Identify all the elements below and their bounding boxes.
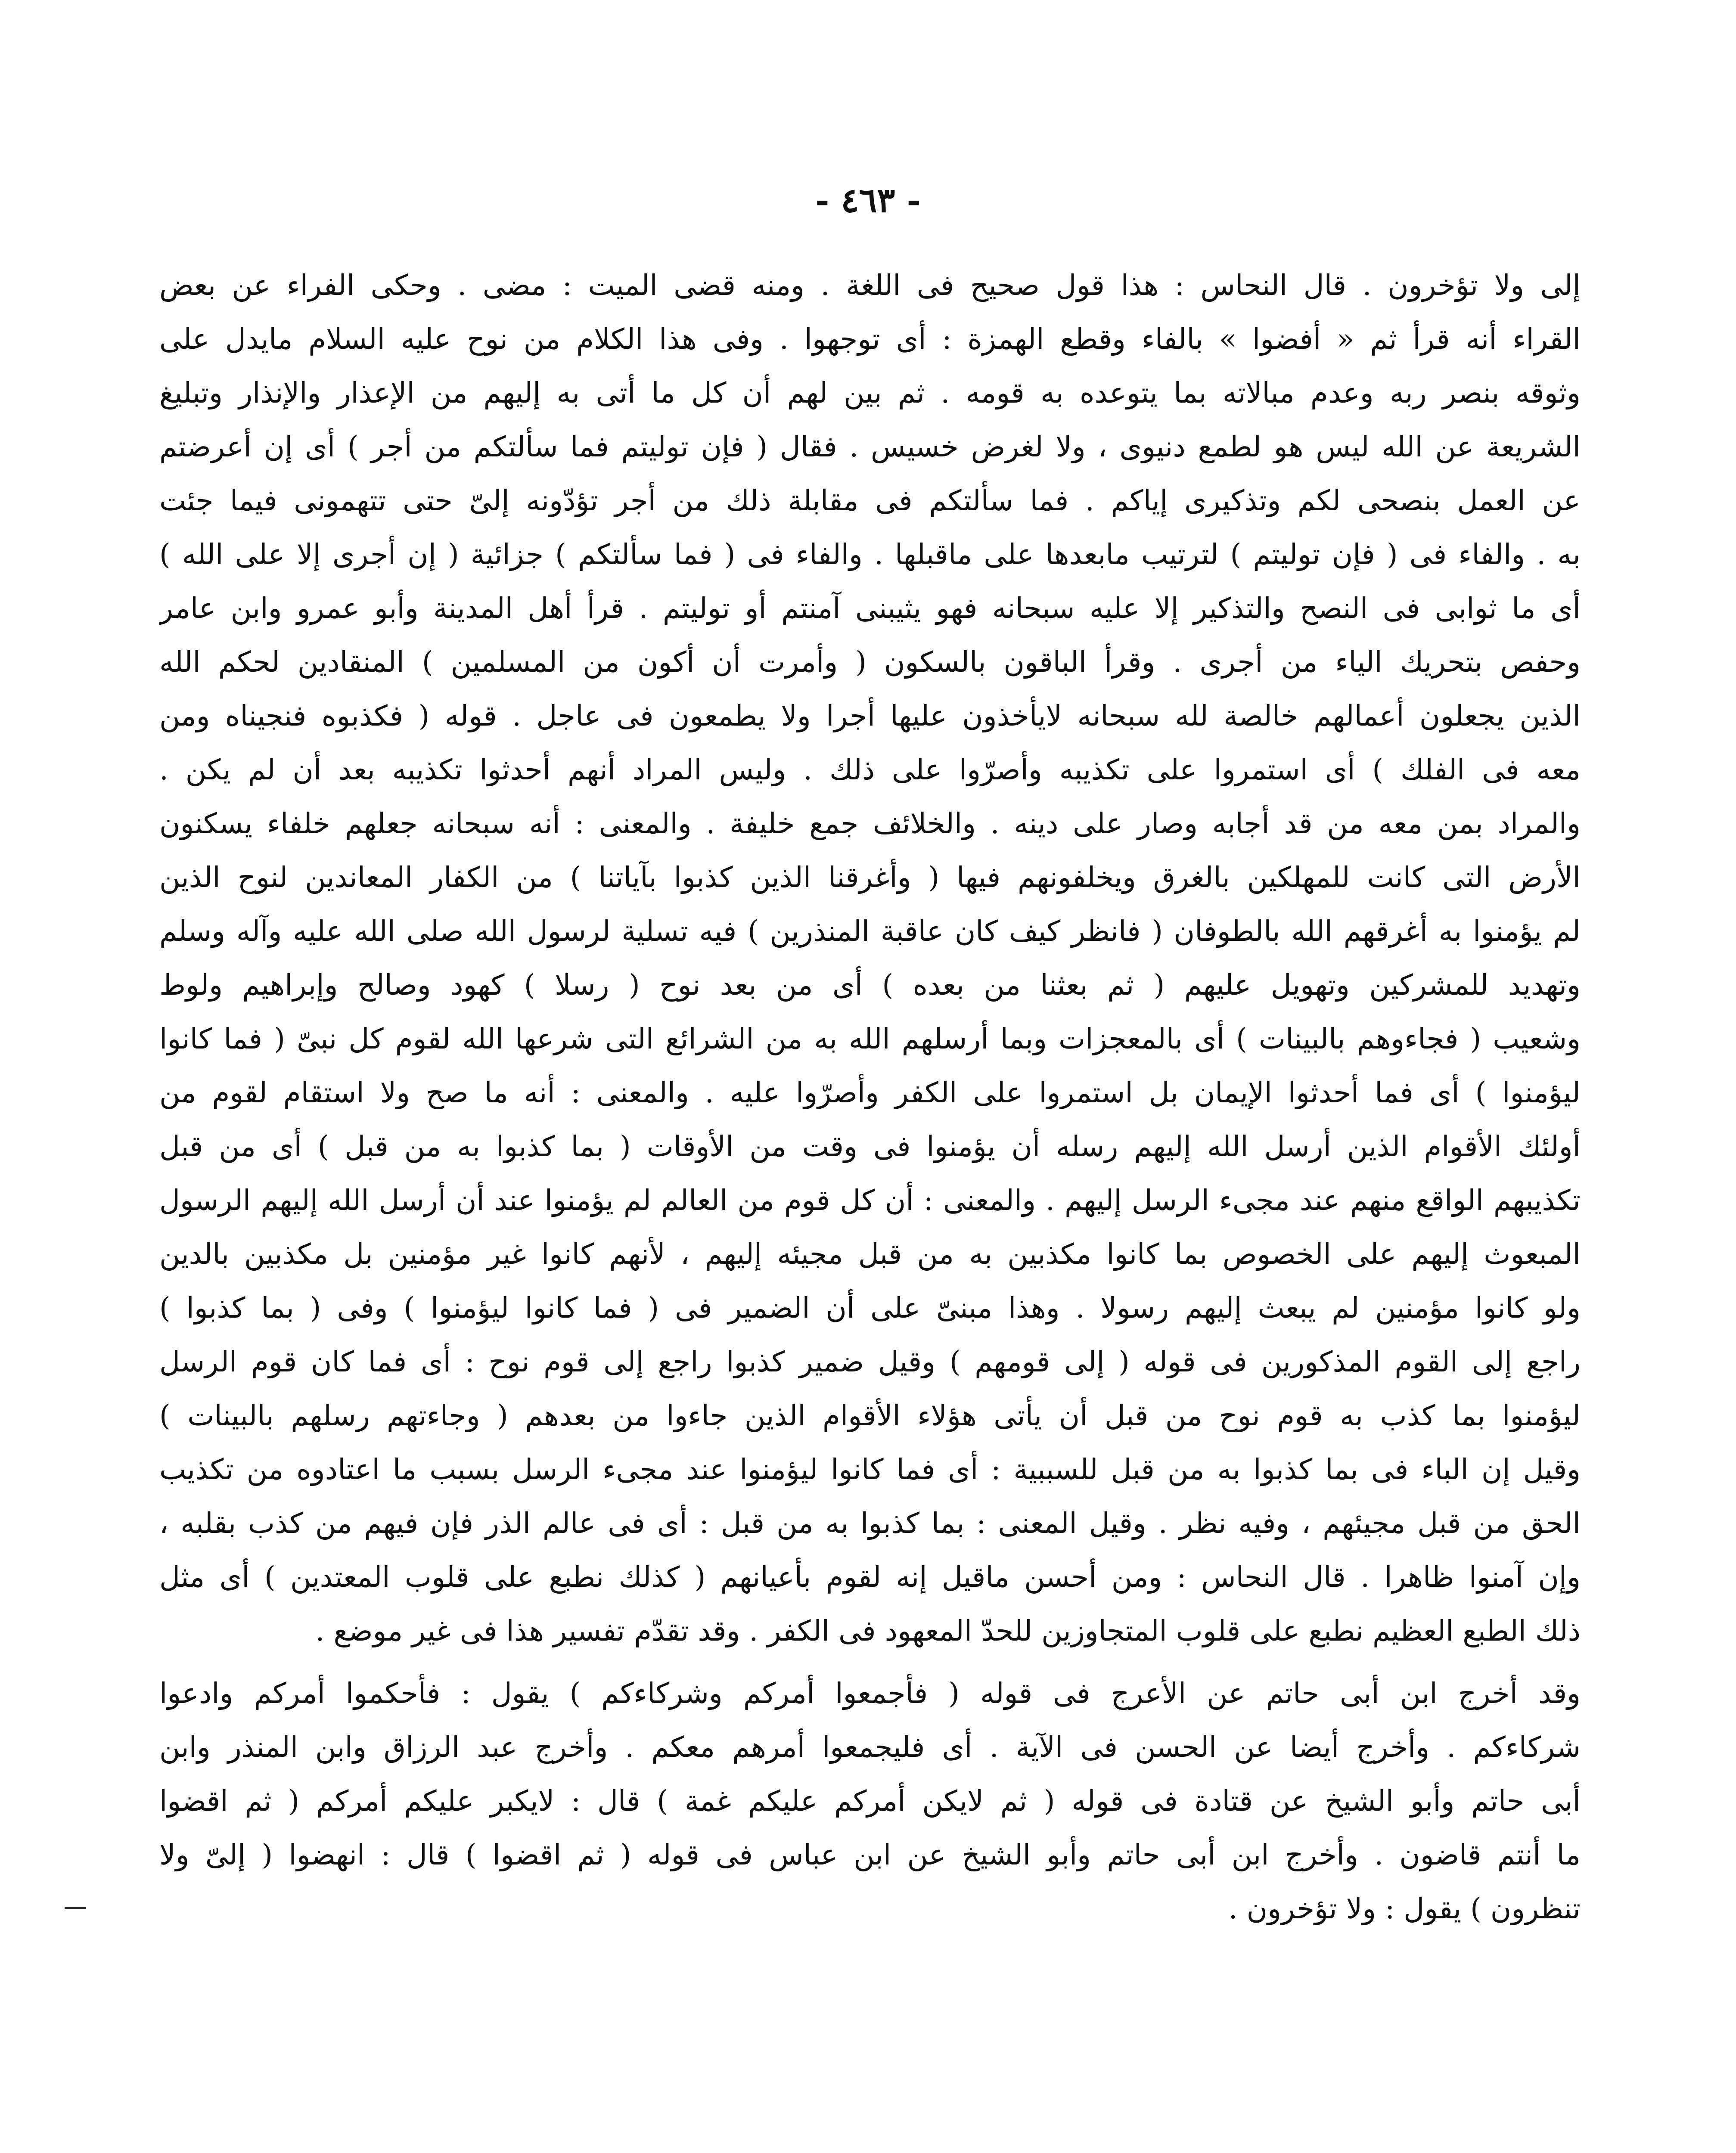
text-line: الأرض التى كانت للمهلكين بالغرق ويخلفونهم فيها ( وأغرقنا الذين كذبوا بآياتنا ) من الكفار المعاندين لنوح الذين bbox=[159, 861, 1581, 894]
text-line: أى ما ثوابى فى النصح والتذكير إلا عليه سبحانه فهو يثيبنى آمنتم أو توليتم . قرأ أهل المدينة وأبو عمرو وابن عامر bbox=[159, 592, 1581, 625]
text-line: إلى ولا تؤخرون . قال النحاس : هذا قول صحيح فى اللغة . ومنه قضى الميت : مضى . وحكى الفراء عن بعض bbox=[159, 269, 1581, 302]
text-line: الحق من قبل مجيئهم ، وفيه نظر . وقيل المعنى : بما كذبوا به من قبل : أى فى عالم الذر فإن فيهم من كذب بقلبه ، bbox=[159, 1507, 1581, 1540]
text-line: شركاءكم . وأخرج أيضا عن الحسن فى الآية . أى فليجمعوا أمرهم معكم . وأخرج عبد الرزاق وابن المنذر وابن bbox=[159, 1731, 1581, 1764]
text-line: وحفص بتحريك الياء من أجرى . وقرأ الباقون بالسكون ( وأمرت أن أكون من المسلمين ) المنقادين لحكم الله bbox=[159, 645, 1581, 679]
text-line: ما أنتم قاضون . وأخرج ابن أبى حاتم وأبو الشيخ عن ابن عباس فى قوله ( ثم اقضوا ) قال : انهضوا ( إلىّ ولا bbox=[159, 1838, 1581, 1871]
text-line: أبى حاتم وأبو الشيخ عن قتادة فى قوله ( ثم لايكن أمركم عليكم غمة ) قال : لايكبر عليكم أمركم ( ثم اقضوا bbox=[159, 1784, 1581, 1818]
text-line: وقيل إن الباء فى بما كذبوا به من قبل للسببية : أى فما كانوا ليؤمنوا عند مجىء الرسل بسبب ما اعتادوه من تكذيب bbox=[159, 1453, 1581, 1486]
text-line: معه فى الفلك ) أى استمروا على تكذيبه وأصرّوا على ذلك . وليس المراد أنهم أحدثوا تكذيبه بعد أن لم يكن . bbox=[159, 753, 1581, 786]
text-line: به . والفاء فى ( فإن توليتم ) لترتيب مابعدها على ماقبلها . والفاء فى ( فما سألتكم ) جزائية ( إن أجرى إلا على الله ) bbox=[159, 538, 1581, 571]
page-number: - ٤٦٣ - bbox=[815, 181, 921, 220]
text-line: راجع إلى القوم المذكورين فى قوله ( إلى قومهم ) وقيل ضمير كذبوا راجع إلى قوم نوح : أى فما كان قوم الرسل bbox=[159, 1345, 1581, 1378]
margin-mark bbox=[65, 1907, 86, 1909]
text-line: ولو كانوا مؤمنين لم يبعث إليهم رسولا . وهذا مبنىّ على أن الضمير فى ( فما كانوا ليؤمنوا ) وفى ( بما كذبوا ) bbox=[159, 1291, 1581, 1325]
text-line: القراء أنه قرأ ثم « أفضوا » بالفاء وقطع الهمزة : أى توجهوا . وفى هذا الكلام من نوح عليه السلام مايدل على bbox=[159, 323, 1581, 356]
text-line: أولئك الأقوام الذين أرسل الله إليهم رسله أن يؤمنوا فى وقت من الأوقات ( بما كذبوا به من قبل ) أى من قبل bbox=[159, 1130, 1581, 1163]
text-line: ذلك الطبع العظيم نطبع على قلوب المتجاوزين للحدّ المعهود فى الكفر . وقد تقدّم تفسير هذا فى غير موضع . bbox=[315, 1614, 1581, 1647]
text-line: وثوقه بنصر ربه وعدم مبالاته بما يتوعده به قومه . ثم بين لهم أن كل ما أتى به إليهم من الإعذار والإنذار وتبليغ bbox=[159, 376, 1581, 410]
paragraph bbox=[159, 258, 1581, 1658]
text-line: وتهديد للمشركين وتهويل عليهم ( ثم بعثنا من بعده ) أى من بعد نوح ( رسلا ) كهود وصالح وإبراهيم ولوط bbox=[159, 968, 1581, 1002]
text-line: الذين يجعلون أعمالهم خالصة لله سبحانه لايأخذون عليها أجرا ولا يطمعون فى عاجل . قوله ( فكذبوه فنجيناه ومن bbox=[159, 699, 1581, 732]
text-line: تنظرون ) يقول : ولا تؤخرون . bbox=[1228, 1892, 1581, 1925]
text-line: والمراد بمن معه من قد أجابه وصار على دينه . والخلائف جمع خليفة . والمعنى : أنه سبحانه جعلهم خلفاء يسكنون bbox=[159, 807, 1581, 840]
text-line: المبعوث إليهم على الخصوص بما كانوا مكذبين به من قبل مجيئه إليهم ، لأنهم كانوا غير مؤمنين بل مكذبين بالدين bbox=[159, 1238, 1581, 1271]
paragraph-gap bbox=[159, 1658, 1581, 1666]
text-line: وإن آمنوا ظاهرا . قال النحاس : ومن أحسن ماقيل إنه لقوم بأعيانهم ( كذلك نطبع على قلوب المعتدين ) أى مثل bbox=[159, 1560, 1581, 1594]
text-line: وشعيب ( فجاءوهم بالبينات ) أى بالمعجزات وبما أرسلهم الله به من الشرائع التى شرعها الله لقوم كل نبىّ ( فما كانوا bbox=[159, 1022, 1581, 1055]
text-line: ليؤمنوا ) أى فما أحدثوا الإيمان بل استمروا على الكفر وأصرّوا عليه . والمعنى : أنه ما صح ولا استقام لقوم من bbox=[159, 1076, 1581, 1109]
body-text bbox=[159, 258, 1581, 1936]
text-line: الشريعة عن الله ليس هو لطمع دنيوى ، ولا لغرض خسيس . فقال ( فإن توليتم فما سألتكم من أجر ) أى إن أعرضتم bbox=[159, 430, 1581, 463]
paragraph bbox=[159, 1666, 1581, 1936]
text-line: عن العمل بنصحى لكم وتذكيرى إياكم . فما سألتكم فى مقابلة ذلك من أجر تؤدّونه إلىّ حتى تتهمونى فيما جئت bbox=[159, 484, 1581, 517]
text-line: ليؤمنوا بما كذب به قوم نوح من قبل أن يأتى هؤلاء الأقوام الذين جاءوا من بعدهم ( وجاءتهم رسلهم بالبينات ) bbox=[159, 1399, 1581, 1432]
text-line: لم يؤمنوا به أغرقهم الله بالطوفان ( فانظر كيف كان عاقبة المنذرين ) فيه تسلية لرسول الله صلى الله عليه وآله وسلم bbox=[159, 915, 1581, 948]
text-line: تكذيبهم الواقع منهم عند مجىء الرسل إليهم . والمعنى : أن كل قوم من العالم لم يؤمنوا عند أن أرسل الله إليهم الرسول bbox=[159, 1184, 1581, 1217]
text-line: وقد أخرج ابن أبى حاتم عن الأعرج فى قوله ( فأجمعوا أمركم وشركاءكم ) يقول : فأحكموا أمركم وادعوا bbox=[159, 1677, 1581, 1710]
